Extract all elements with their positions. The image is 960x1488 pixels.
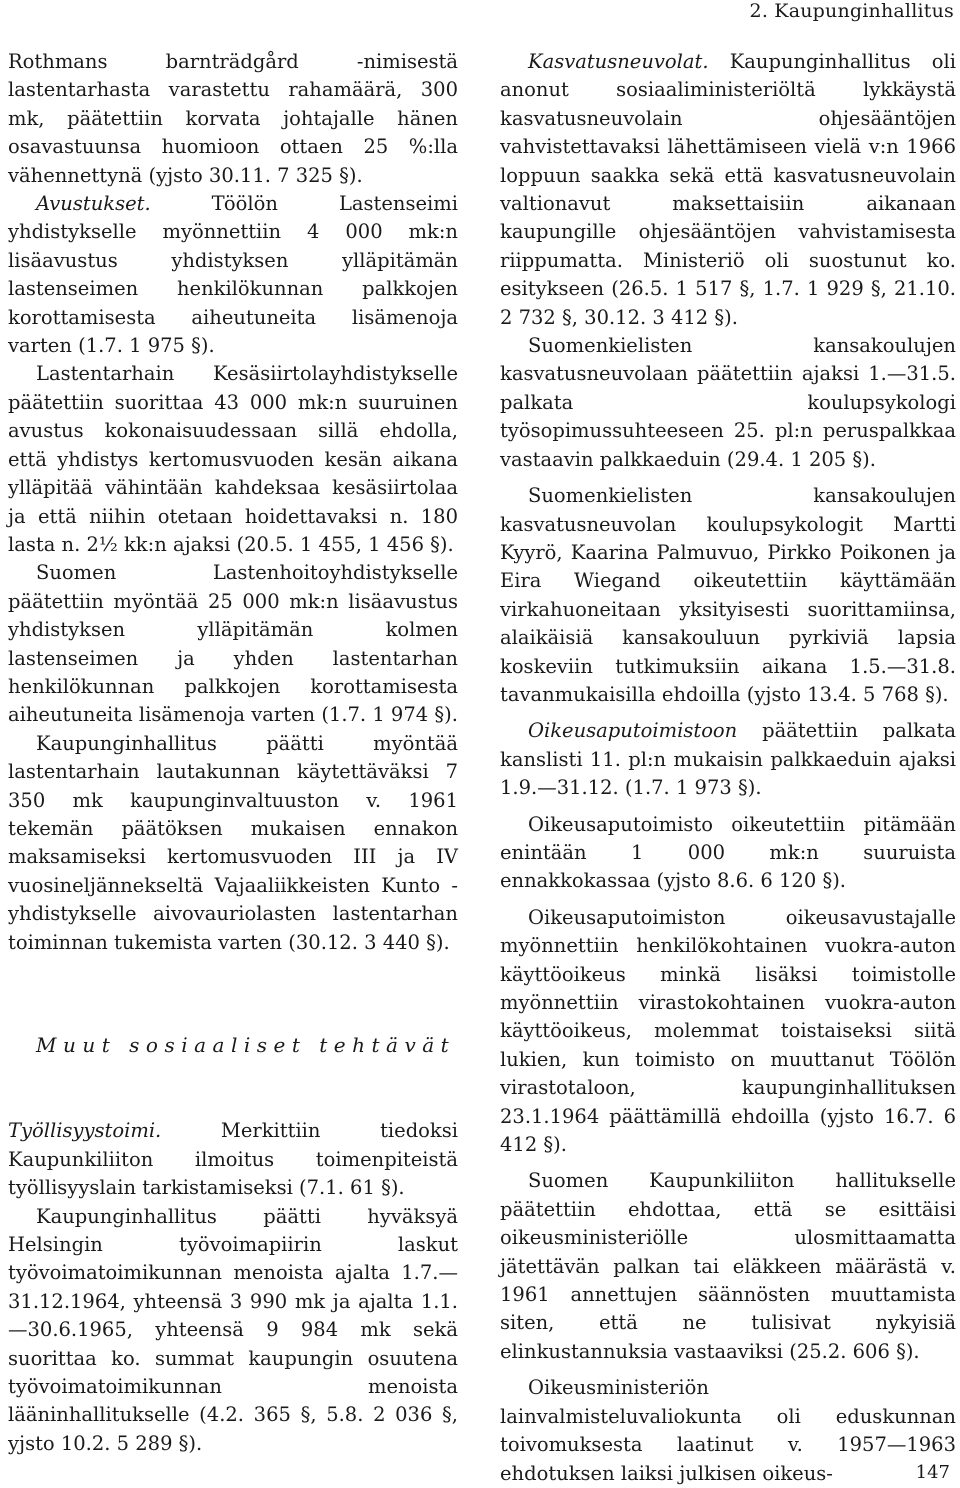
paragraph: Suomen Kaupunkiliiton hallitukselle päätettiin ehdottaa, että se esittäisi oikeusministeriölle ulosmittaamatta jätettävän palkan tai eläkkeen määrästä v. 1961 annettujen säännösten muuttamista siten, että ne tulisivat nykyisiä elinkustannuksia vastaaviksi (25.2. 606 §).	[500, 1169, 956, 1363]
paragraph: Oikeusaputoimiston oikeusavustajalle myönnettiin henkilökohtainen vuokra-auton käyttöoikeus minkä lisäksi toimistolle myönnettiin virastokohtainen vuokra-auton käyttöoikeus, molemmat toistaiseksi siitä lukien, kun toimisto on muuttanut Töölön virastotaloon, kaupunginhallituksen 23.1.1964 päättämillä ehdoilla (yjsto 16.7. 6 412 §).	[500, 905, 956, 1157]
running-head: 2. Kaupunginhallitus	[749, 0, 954, 22]
paragraph-lead: Oikeusaputoimistoon	[528, 719, 738, 743]
right-column	[500, 48, 956, 1488]
paragraph-text: Merkittiin tiedoksi Kaupunkiliiton ilmoitus toimenpiteistä työllisyyslain tarkistamiseksi (7.1. 61 §).	[8, 1119, 458, 1200]
paragraph-text: Töölön Lastenseimi yhdistykselle myönnettiin 4 000 mk:n lisäavustus yhdistyksen ylläpitämän lastenseimen henkilökunnan palkkojen korottamisesta aiheutuneita lisämenoja varten (1.7. 1 975 §).	[8, 192, 458, 358]
paragraph-lead: Avustukset.	[36, 192, 151, 216]
paragraph: Kaupunginhallitus päätti hyväksyä Helsingin työvoimapiirin laskut työvoimatoimikunnan menoista ajalta 1.7.—31.12.1964, yhteensä 3 990 mk ja ajalta 1.1.—30.6.1965, yhteensä 9 984 mk sekä suorittaa ko. summat kaupungin osuutena työvoimatoimikunnan menoista lääninhallitukselle (4.2. 365 §, 5.8. 2 036 §, yjsto 10.2. 5 289 §).	[8, 1204, 458, 1455]
paragraph	[8, 190, 458, 360]
paragraph: Lastentarhain Kesäsiirtolayhdistykselle päätettiin suorittaa 43 000 mk:n suuruinen avustus kokonaisuudessaan sillä ehdolla, että yhdistys kertomusvuoden kesän aikana ylläpitää vähintään kahdeksaa kesäsiirtolaa ja että niihin otetaan hoidettavaksi n. 180 lasta n. 2½ kk:n ajaksi (20.5. 1 455, 1 456 §).	[8, 362, 458, 556]
paragraph-lead: Kasvatusneuvolat.	[528, 50, 709, 73]
paragraph: Suomenkielisten kansakoulujen kasvatusneuvolaan päätettiin ajaksi 1.—31.5. palkata koulupsykologi työsopimussuhteeseen 25. pl:n peruspalkkaa vastaavin palkkaeduin (29.4. 1 205 §).	[500, 334, 956, 471]
paragraph: Oikeusaputoimisto oikeutettiin pitämään enintään 1 000 mk:n suuruista ennakkokassaa (yjsto 8.6. 6 120 §).	[500, 812, 956, 893]
paragraph: Kaupunginhallitus päätti myöntää lastentarhain lautakunnan käytettäväksi 7 350 mk kaupunginvaltuuston v. 1961 tekemän päätöksen mukaisen ennakon maksamiseksi kertomusvuoden III ja IV vuosineljännekseltä Vajaaliikkeisten Kunto -yhdistykselle aivovauriolasten lastentarhan toiminnan tukemista varten (30.12. 3 440 §).	[8, 731, 458, 954]
left-column	[8, 48, 458, 1458]
paragraph: Suomen Lastenhoitoyhdistykselle päätettiin myöntää 25 000 mk:n lisäavustus yhdistyksen ylläpitämän kolmen lastenseimen ja yhden lastentarhan henkilökunnan palkkojen korottamisesta aiheutuneita lisämenoja varten (1.7. 1 974 §).	[8, 561, 458, 727]
paragraph-text: Kaupunginhallitus oli anonut sosiaaliministeriöltä lykkäystä kasvatusneuvolain ohjesääntöjen vahvistettavaksi lähettämiseen vielä v:n 1966 loppuun saakka sekä että kasvatusneuvolain valtionavut maksettaisiin aikanaan kaupungille ohjesääntöjen vahvistamisesta riippumatta. Ministeriö oli suostunut ko. esitykseen (26.5. 1 517 §, 1.7. 1 929 §, 21.10. 2 732 §, 30.12. 3 412 §).	[500, 50, 956, 329]
paragraph-lead: Työllisyystoimi.	[8, 1119, 162, 1143]
section-heading: Muut sosiaaliset tehtävät	[36, 1033, 456, 1057]
paragraph	[500, 717, 956, 802]
paragraph: Oikeusministeriön lainvalmisteluvaliokunta oli eduskunnan toivomuksesta laatinut v. 1957—1963 ehdotuksen laiksi julkisen oikeus-	[500, 1376, 956, 1485]
paragraph: Suomenkielisten kansakoulujen kasvatusneuvolan koulupsykologit Martti Kyyrö, Kaarina Palmuvuo, Pirkko Poikonen ja Eira Wiegand oikeutettiin käyttämään virkahuoneitaan yksityisesti suorittamiinsa, alaikäisiä kansakouluun pyrkiviä lapsia koskeviin tutkimuksiin aikana 1.5.—31.8. tavanmukaisilla ehdoilla (yjsto 13.4. 5 768 §).	[500, 484, 956, 706]
paragraph: Rothmans barnträdgård -nimisestä lastentarhasta varastettu rahamäärä, 300 mk, päätettiin korvata johtajalle hänen osavastuunsa huomioon ottaen 25 %:lla vähennettynä (yjsto 30.11. 7 325 §).	[8, 50, 458, 187]
paragraph	[8, 1117, 458, 1202]
page-number: 147	[915, 1462, 950, 1483]
paragraph	[500, 48, 956, 332]
paragraph-text: päätettiin palkata kanslisti 11. pl:n mukaisin palkkaeduin ajaksi 1.9.—31.12. (1.7. 1 973 §).	[500, 719, 956, 800]
